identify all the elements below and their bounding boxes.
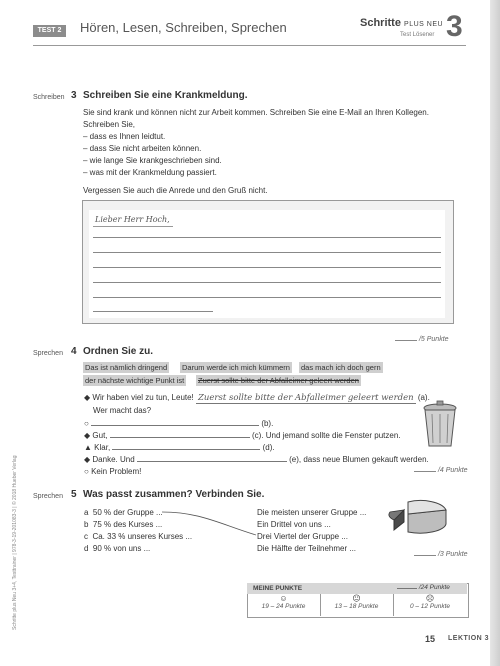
phrase-chip-used[interactable]: Zuerst sollte bitte der Abfalleimer geleert werden — [198, 376, 359, 385]
neutral-face-icon: 😐 — [352, 594, 361, 603]
test-badge: TEST 2 — [33, 25, 66, 37]
match-left-item[interactable]: d 90 % von uns ... — [84, 544, 151, 553]
triangle-icon: ▲ — [84, 443, 92, 452]
score-total: /24 Punkte — [397, 584, 450, 591]
task3-reminder: Vergessen Sie auch die Anrede und den Gruß nicht. — [83, 186, 268, 195]
score-ranges — [247, 594, 467, 616]
task5-points: /3 Punkte — [414, 551, 468, 558]
score-header — [247, 583, 467, 594]
circle-icon: ○ — [84, 419, 89, 428]
write-line — [93, 252, 441, 253]
phrase-chip[interactable]: Darum werde ich mich kümmern — [182, 363, 290, 372]
write-line — [93, 311, 213, 312]
match-right-item[interactable]: Die Hälfte der Teilnehmer ... — [257, 544, 357, 553]
task5-number: 5 — [71, 489, 77, 500]
points-blank[interactable] — [395, 340, 417, 341]
task3-side-label: Schreiben — [33, 94, 65, 101]
brand-logo — [360, 17, 443, 29]
page-title: Hören, Lesen, Schreiben, Sprechen — [80, 20, 287, 35]
dialogue-line: ◆ Wir haben viel zu tun, Leute! Zuerst sollte bitte der Abfalleimer geleert werden (a). — [84, 393, 430, 403]
trash-can-icon — [420, 400, 460, 450]
dialogue-line: ○ Kein Problem! — [84, 467, 142, 476]
answer-blank[interactable] — [110, 437, 250, 438]
brand-number: 3 — [446, 10, 463, 43]
task3-heading: Schreiben Sie eine Krankmeldung. — [83, 90, 248, 101]
match-right-item[interactable]: Drei Viertel der Gruppe ... — [257, 532, 349, 541]
score-range-cell: ☺ 19 – 24 Punkte — [247, 594, 321, 616]
phrase-chip[interactable]: der nächste wichtige Punkt ist — [85, 376, 185, 385]
page-number: 15 — [425, 634, 436, 644]
email-writing-area[interactable] — [89, 210, 445, 318]
task4-number: 4 — [71, 346, 77, 357]
dialogue-line: ◆ Danke. Und (e), dass neue Blumen gekauft werden. — [84, 455, 429, 464]
points-blank[interactable] — [414, 555, 436, 556]
brand-subtitle: Test Lösener — [400, 32, 435, 38]
phrase-chip[interactable]: Das ist nämlich dringend — [85, 363, 168, 372]
match-left-item[interactable]: b 75 % des Kurses ... — [84, 520, 163, 529]
write-line — [93, 226, 173, 227]
task3-intro2: Schreiben Sie, — [83, 120, 136, 129]
page-edge — [490, 0, 500, 666]
answer-blank[interactable] — [112, 449, 260, 450]
dialogue-line: ▲ Klar, (d). — [84, 443, 275, 452]
task3-intro: Sie sind krank und können nicht zur Arbeit kommen. Schreiben Sie eine E-Mail an Ihren Kollegen. — [83, 108, 429, 117]
match-right-item[interactable]: Die meisten unserer Gruppe ... — [257, 508, 367, 517]
answer-blank[interactable] — [137, 461, 287, 462]
task3-instructions — [83, 107, 463, 197]
task3-bullet: – wie lange Sie krankgeschrieben sind. — [83, 156, 222, 165]
write-line — [93, 282, 441, 283]
match-left-item[interactable]: a 50 % der Gruppe ... — [84, 508, 163, 517]
dialogue-line: Wer macht das? — [93, 406, 152, 415]
salutation-handwriting: Lieber Herr Hoch, — [95, 215, 170, 224]
write-line — [93, 237, 441, 238]
task3-bullet: – dass Sie nicht arbeiten können. — [83, 144, 202, 153]
circle-icon: ○ — [84, 467, 89, 476]
pie-chart-icon — [388, 496, 450, 544]
lesson-label: LEKTION 3 — [448, 635, 490, 642]
task3-bullet: – was mit der Krankmeldung passiert. — [83, 168, 217, 177]
score-range-cell: 😐 13 – 18 Punkte — [320, 594, 394, 616]
task4-heading: Ordnen Sie zu. — [83, 346, 154, 357]
task5-side-label: Sprechen — [33, 493, 63, 500]
task4-side-label: Sprechen — [33, 350, 63, 357]
task3-number: 3 — [71, 90, 77, 101]
task3-bullet: – dass es Ihnen leidtut. — [83, 132, 166, 141]
task4-points: /4 Punkte — [414, 467, 468, 474]
sad-face-icon: ☹ — [425, 594, 435, 603]
diamond-icon: ◆ — [84, 455, 91, 464]
brand-main: Schritte — [360, 17, 401, 29]
copyright-vertical: Schritte plus Neu 3+4, Testtrainer | 978-3-19-201083-3 | © 2018 Hueber Verlag — [12, 455, 18, 630]
write-line — [93, 267, 441, 268]
task5-heading: Was passt zusammen? Verbinden Sie. — [83, 489, 265, 500]
points-blank[interactable] — [414, 471, 436, 472]
diamond-icon: ◆ — [84, 393, 91, 402]
dialogue-line: ○ (b). — [84, 419, 274, 428]
header-divider — [33, 45, 466, 46]
total-blank[interactable] — [397, 588, 417, 589]
answer-handwriting: Zuerst sollte bitte der Abfalleimer geleert werden — [198, 393, 414, 403]
diamond-icon: ◆ — [84, 431, 91, 440]
score-range-cell: ☹ 0 – 12 Punkte — [393, 594, 467, 616]
write-line — [93, 297, 441, 298]
task3-points: /5 Punkte — [395, 336, 449, 343]
match-right-item[interactable]: Ein Drittel von uns ... — [257, 520, 331, 529]
score-title: MEINE PUNKTE — [253, 585, 303, 592]
brand-plus: PLUS NEU — [404, 21, 444, 28]
match-connector-line — [160, 506, 260, 556]
answer-blank[interactable] — [91, 425, 259, 426]
phrase-chip[interactable]: das mach ich doch gern — [301, 363, 381, 372]
happy-face-icon: ☺ — [279, 594, 288, 603]
dialogue-line: ◆ Gut, (c). Und jemand sollte die Fenster putzen. — [84, 431, 401, 440]
match-left-item[interactable]: c Ca. 33 % unseres Kurses ... — [84, 532, 193, 541]
